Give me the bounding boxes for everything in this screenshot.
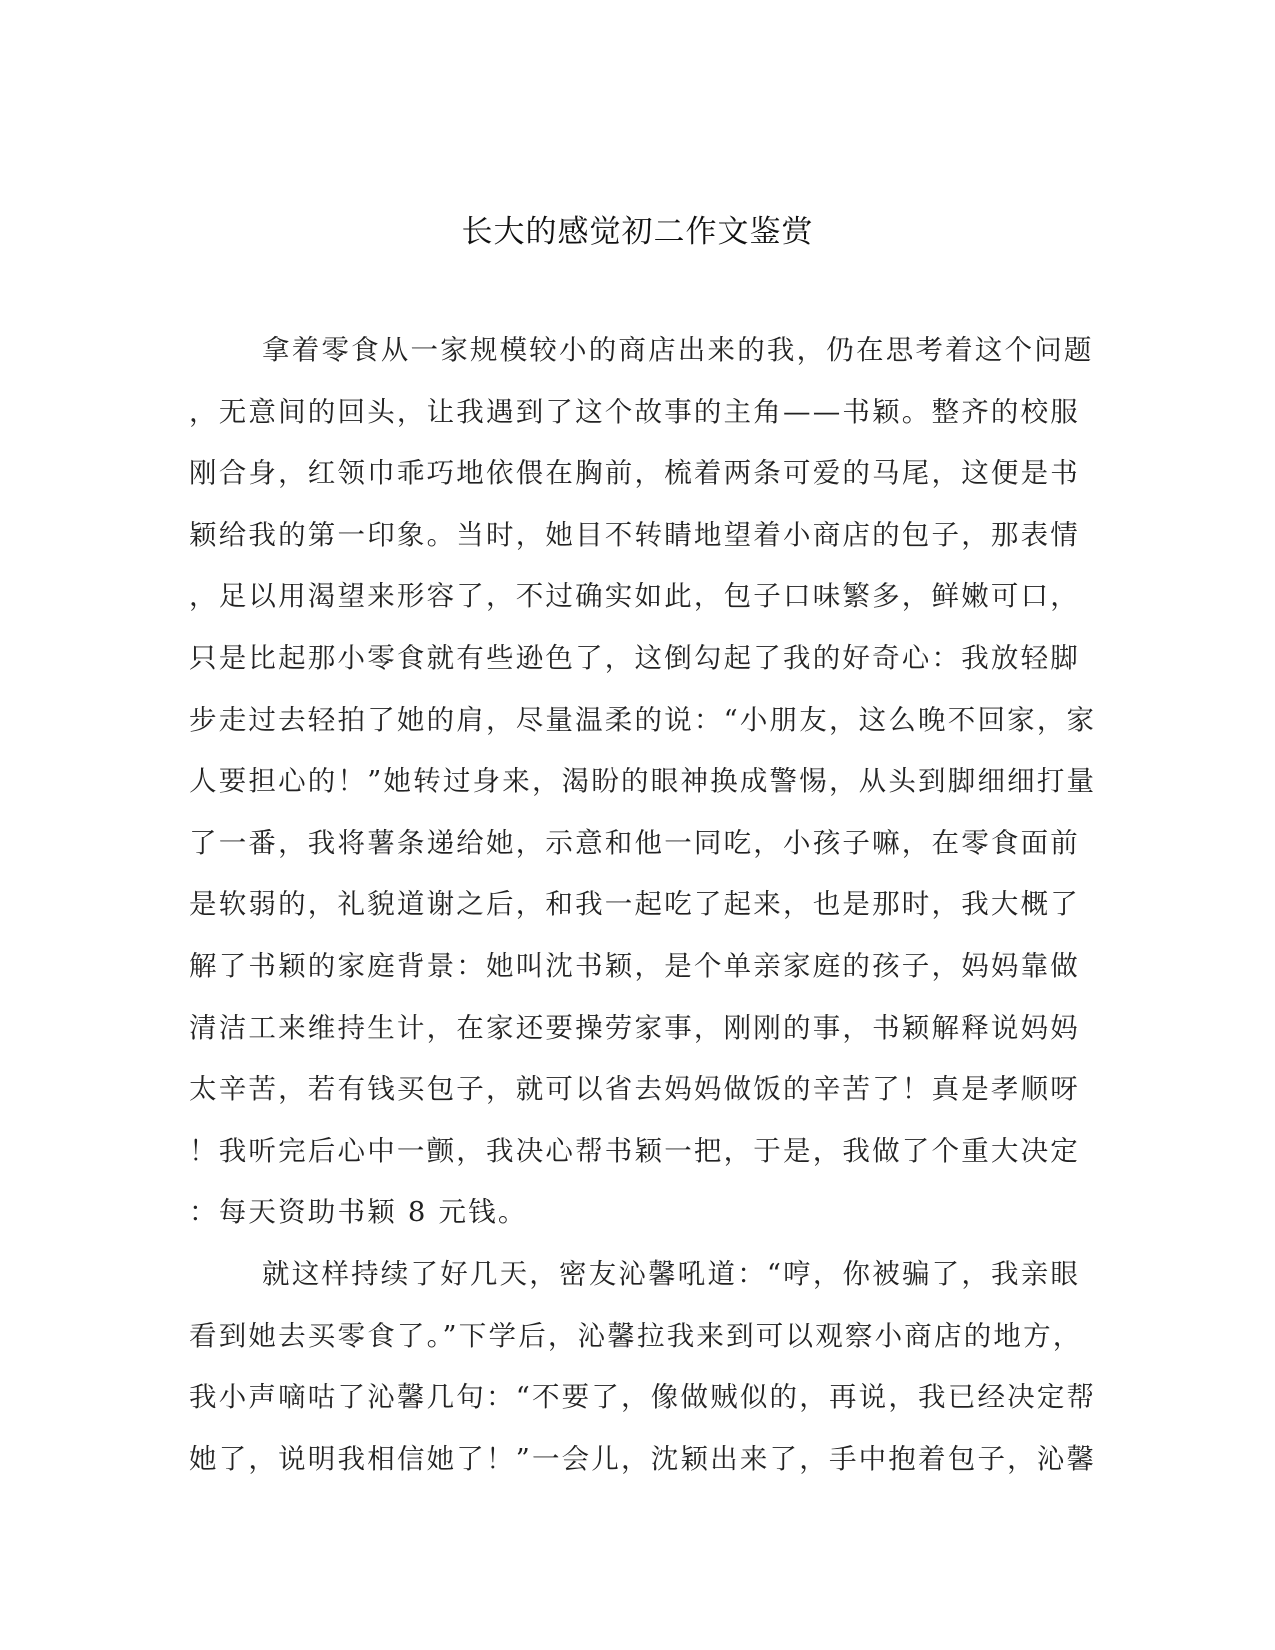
paragraph-1-line-3: 刚合身，红领巾乖巧地依偎在胸前，梳着两条可爱的马尾，这便是书 [189, 457, 1080, 490]
paragraph-1-line-12: 清洁工来维持生计，在家还要操劳家事，刚刚的事，书颖解释说妈妈 [189, 1011, 1080, 1044]
paragraph-2-line-3: 我小声嘀咕了沁馨几句：“不要了，像做贼似的，再说，我已经决定帮 [189, 1381, 1097, 1414]
paragraph-2-line-1: 就这样持续了好几天，密友沁馨吼道：“哼，你被骗了，我亲眼 [262, 1257, 1081, 1290]
paragraph-1-line-2: ，无意间的回头，让我遇到了这个故事的主角——书颖。整齐的校服 [189, 395, 1080, 428]
paragraph-1-line-13: 太辛苦，若有钱买包子，就可以省去妈妈做饭的辛苦了！真是孝顺呀 [189, 1073, 1080, 1106]
paragraph-2-line-2: 看到她去买零食了。”下学后，沁馨拉我来到可以观察小商店的地方， [189, 1319, 1083, 1352]
paragraph-1-line-7: 步走过去轻拍了她的肩，尽量温柔的说：“小朋友，这么晚不回家，家 [189, 703, 1097, 736]
paragraph-1-line-6: 只是比起那小零食就有些逊色了，这倒勾起了我的好奇心：我放轻脚 [189, 641, 1080, 674]
paragraph-1-line-15: ：每天资助书颖 8 元钱。 [189, 1196, 528, 1229]
paragraph-1-line-1: 拿着零食从一家规模较小的商店出来的我，仍在思考着这个问题 [262, 334, 1094, 366]
paragraph-1-line-14: ！我听完后心中一颤，我决心帮书颖一把，于是，我做了个重大决定 [189, 1134, 1080, 1167]
paragraph-1-line-4: 颖给我的第一印象。当时，她目不转睛地望着小商店的包子，那表情 [189, 518, 1080, 551]
paragraph-1-line-9: 了一番，我将薯条递给她，示意和他一同吃，小孩子嘛，在零食面前 [189, 826, 1080, 859]
paragraph-2-line-4: 她了，说明我相信她了！”一会儿，沈颖出来了，手中抱着包子，沁馨 [189, 1442, 1097, 1475]
paragraph-1-line-5: ，足以用渴望来形容了，不过确实如此，包子口味繁多，鲜嫩可口， [189, 580, 1080, 613]
paragraph-1-line-8: 人要担心的！”她转过身来，渴盼的眼神换成警惕，从头到脚细细打量 [189, 765, 1097, 798]
paragraph-1-line-10: 是软弱的，礼貌道谢之后，和我一起吃了起来，也是那时，我大概了 [189, 888, 1080, 921]
page-title: 长大的感觉初二作文鉴赏 [461, 214, 814, 250]
paragraph-1-line-11: 解了书颖的家庭背景：她叫沈书颖，是个单亲家庭的孩子，妈妈靠做 [189, 949, 1080, 982]
essay-body [189, 330, 1097, 1500]
